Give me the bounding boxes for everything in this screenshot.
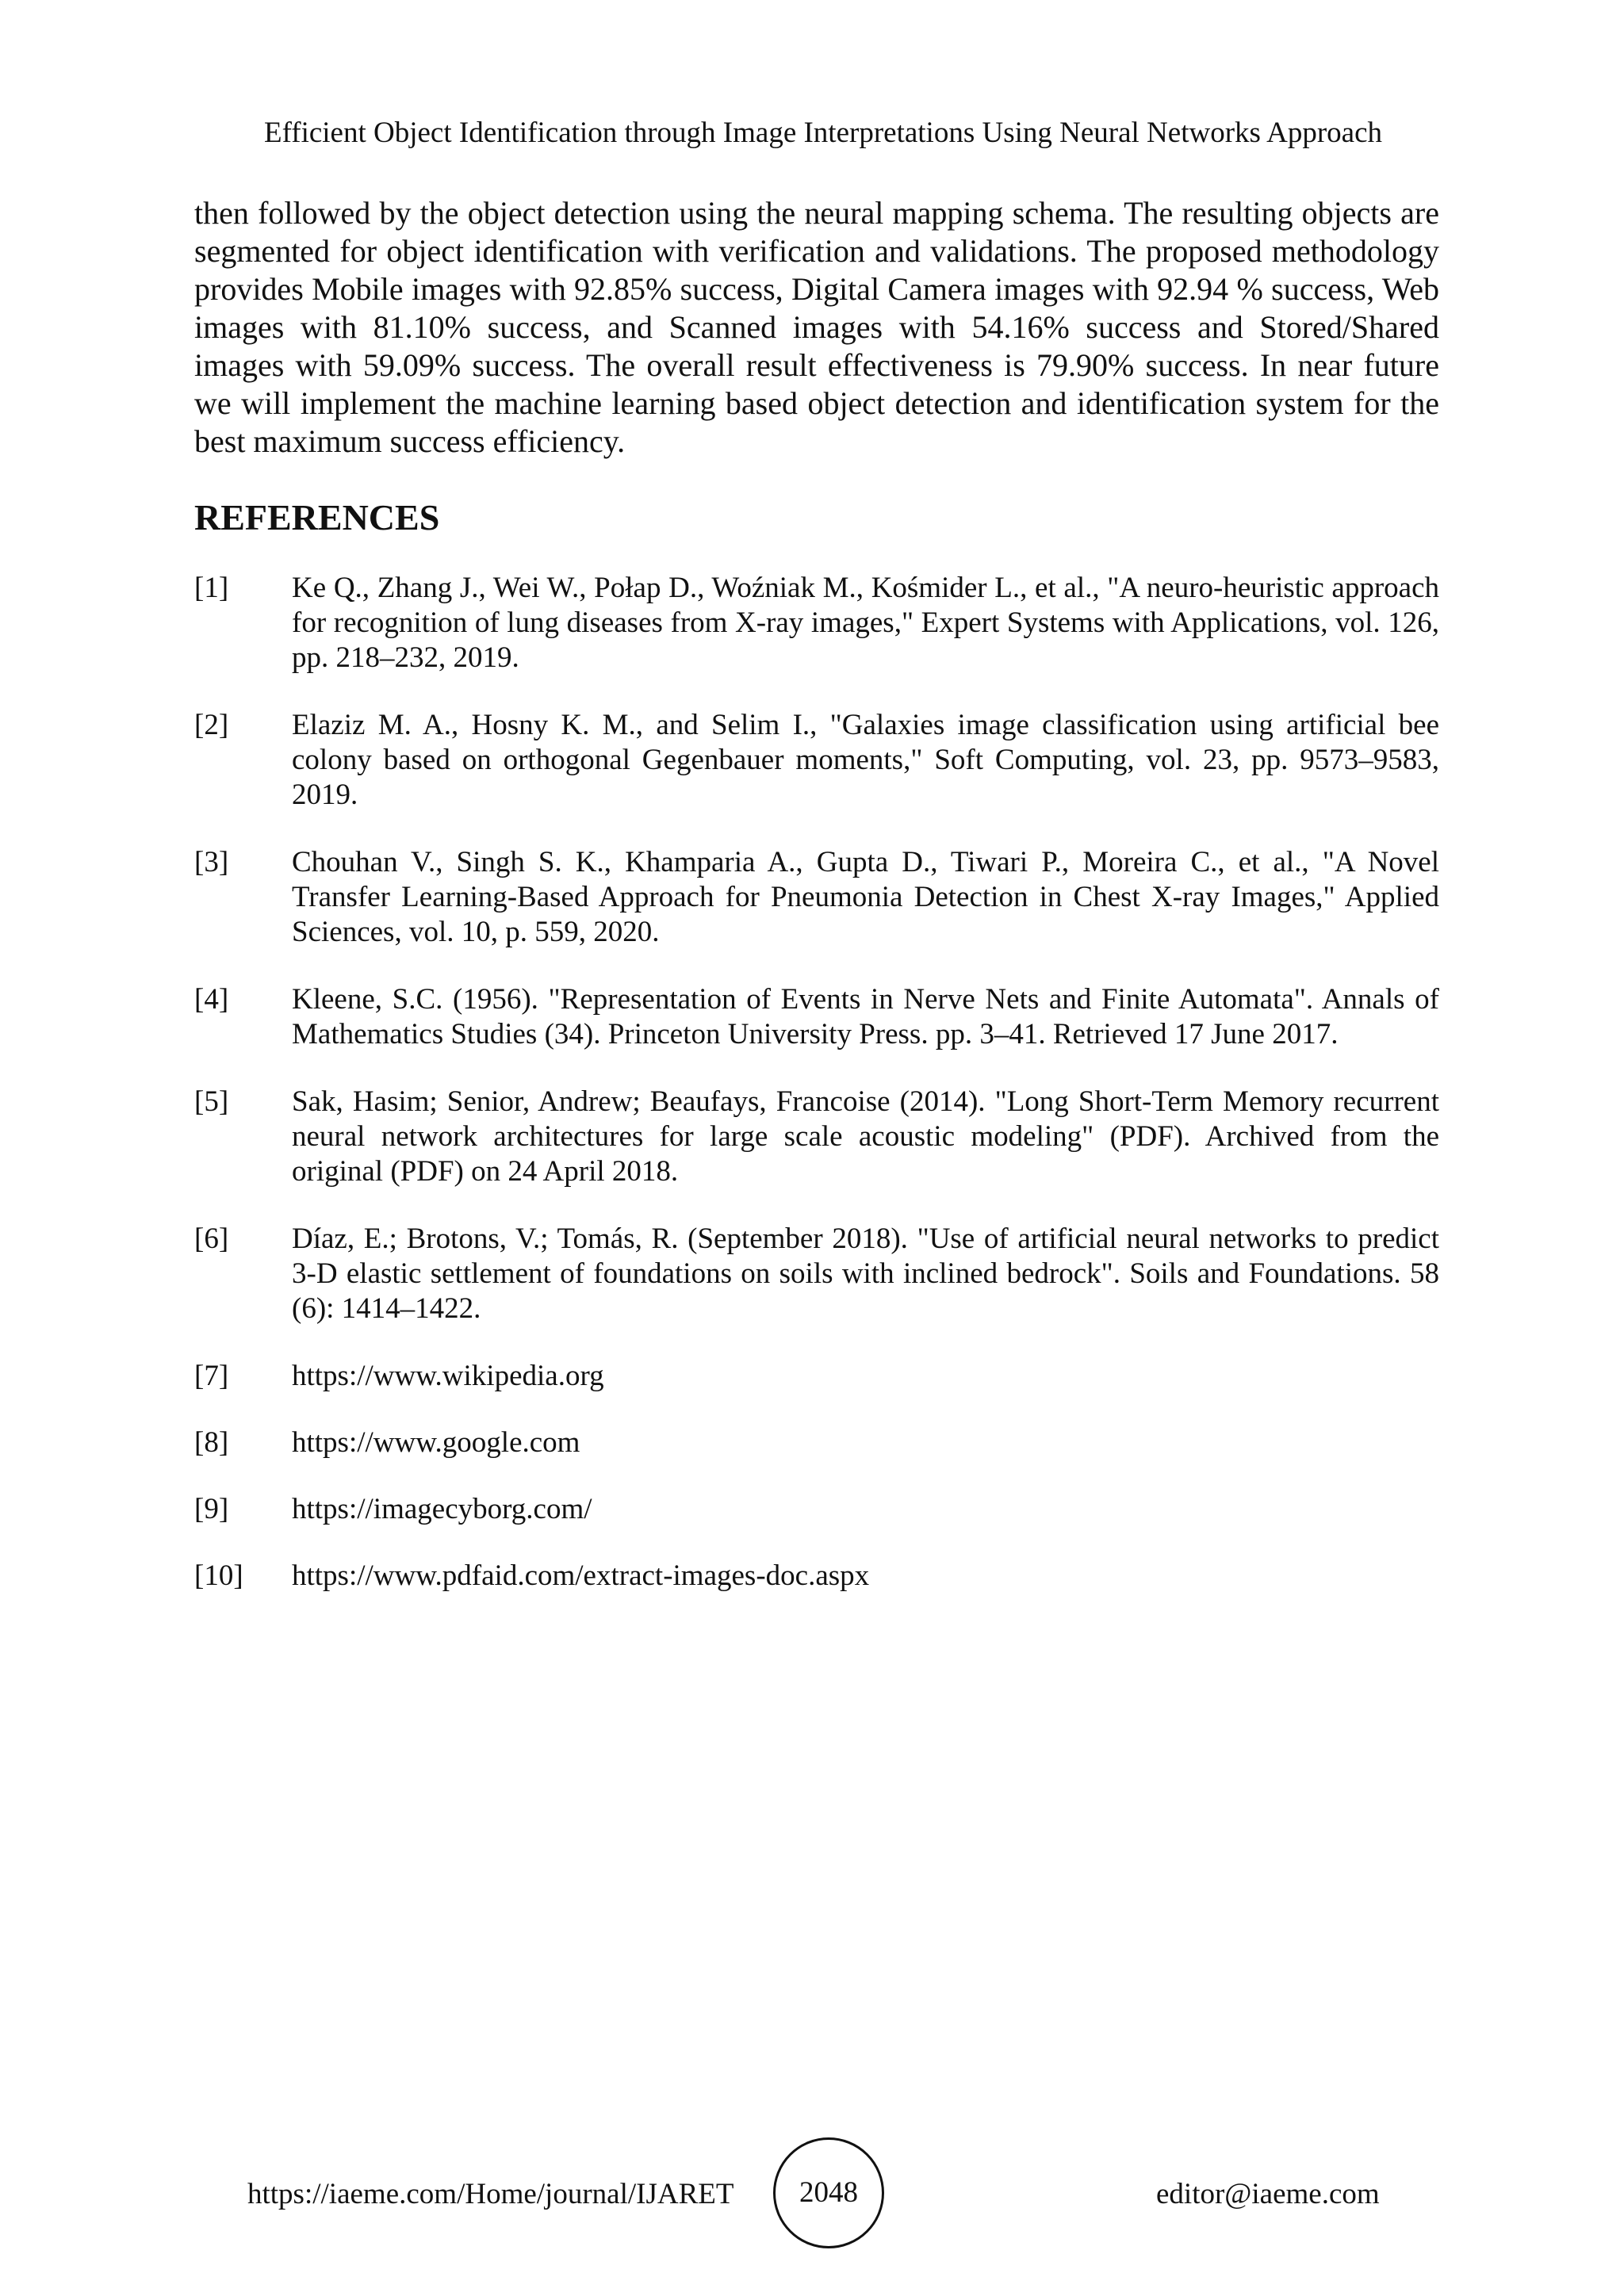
reference-item-1 [194,571,1439,675]
reference-text: Kleene, S.C. (1956). "Representation of Events in Nerve Nets and Finite Automata". Annals of Mathematics Studies (34). Princeton University Press. pp. 3–41. Retrieved 17 June 2017. [292,983,1439,1050]
reference-item-9 [194,1492,1439,1527]
reference-item-3 [194,845,1439,950]
reference-number: [10] [194,1559,243,1592]
reference-text: Chouhan V., Singh S. K., Khamparia A., Gupta D., Tiwari P., Moreira C., et al., "A Novel Transfer Learning-Based Approach for Pneumonia Detection in Chest X-ray Images," Applied Sciences, vol. 10, p. 559, 2020. [292,846,1439,948]
reference-number: [6] [194,1223,229,1255]
reference-number: [3] [194,846,229,878]
page-number: 2048 [799,2176,858,2209]
reference-item-5 [194,1085,1439,1189]
reference-number: [5] [194,1085,229,1118]
reference-item-4 [194,982,1439,1052]
reference-number: [7] [194,1360,229,1392]
reference-number: [1] [194,572,229,604]
reference-number: [9] [194,1493,229,1525]
reference-item-8 [194,1425,1439,1460]
running-header: Efficient Object Identification through Image Interpretations Using Neural Networks Approach [264,117,1383,149]
reference-link: https://imagecyborg.com/ [292,1493,592,1525]
reference-text: Elaziz M. A., Hosny K. M., and Selim I., "Galaxies image classification using artificial bee colony based on orthogonal Gegenbauer moments," Soft Computing, vol. 23, pp. 9573–9583, 2019. [292,709,1439,811]
reference-link: https://www.pdfaid.com/extract-images-doc.aspx [292,1559,870,1592]
conclusion-paragraph: then followed by the object detection using the neural mapping schema. The resulting objects are segmented for object identification with verification and validations. The proposed methodology provides Mobile images with 92.85% success, Digital Camera images with 92.94 % success, Web images with 81.10% success, and Scanned images with 54.16% success and Stored/Shared images with 59.09% success. The overall result effectiveness is 79.90% success. In near future we will implement the machine learning based object detection and identification system for the best maximum success efficiency. [194,195,1439,459]
reference-link: https://www.google.com [292,1426,580,1459]
reference-list [194,571,1439,1594]
reference-number: [8] [194,1426,229,1459]
footer-journal-url: https://iaeme.com/Home/journal/IJARET [247,2178,734,2210]
page-number-circle [773,2137,884,2248]
reference-text: Díaz, E.; Brotons, V.; Tomás, R. (September 2018). "Use of artificial neural networks to predict 3-D elastic settlement of foundations on soils with inclined bedrock". Soils and Foundations. 58 (6): 1414–1422. [292,1223,1439,1325]
reference-item-7 [194,1359,1439,1394]
references-heading: REFERENCES [194,497,440,538]
reference-item-10 [194,1559,1439,1594]
reference-text: Ke Q., Zhang J., Wei W., Połap D., Woźniak M., Kośmider L., et al., "A neuro-heuristic approach for recognition of lung diseases from X-ray images," Expert Systems with Applications, vol. 126, pp. 218–232, 2019. [292,572,1439,674]
reference-text: Sak, Hasim; Senior, Andrew; Beaufays, Francoise (2014). "Long Short-Term Memory recurrent neural network architectures for large scale acoustic modeling" (PDF). Archived from the original (PDF) on 24 April 2018. [292,1085,1439,1188]
reference-link: https://www.wikipedia.org [292,1360,604,1392]
reference-item-2 [194,708,1439,813]
reference-item-6 [194,1222,1439,1326]
reference-number: [2] [194,709,229,741]
footer-email: editor@iaeme.com [1156,2178,1380,2210]
reference-number: [4] [194,983,229,1016]
